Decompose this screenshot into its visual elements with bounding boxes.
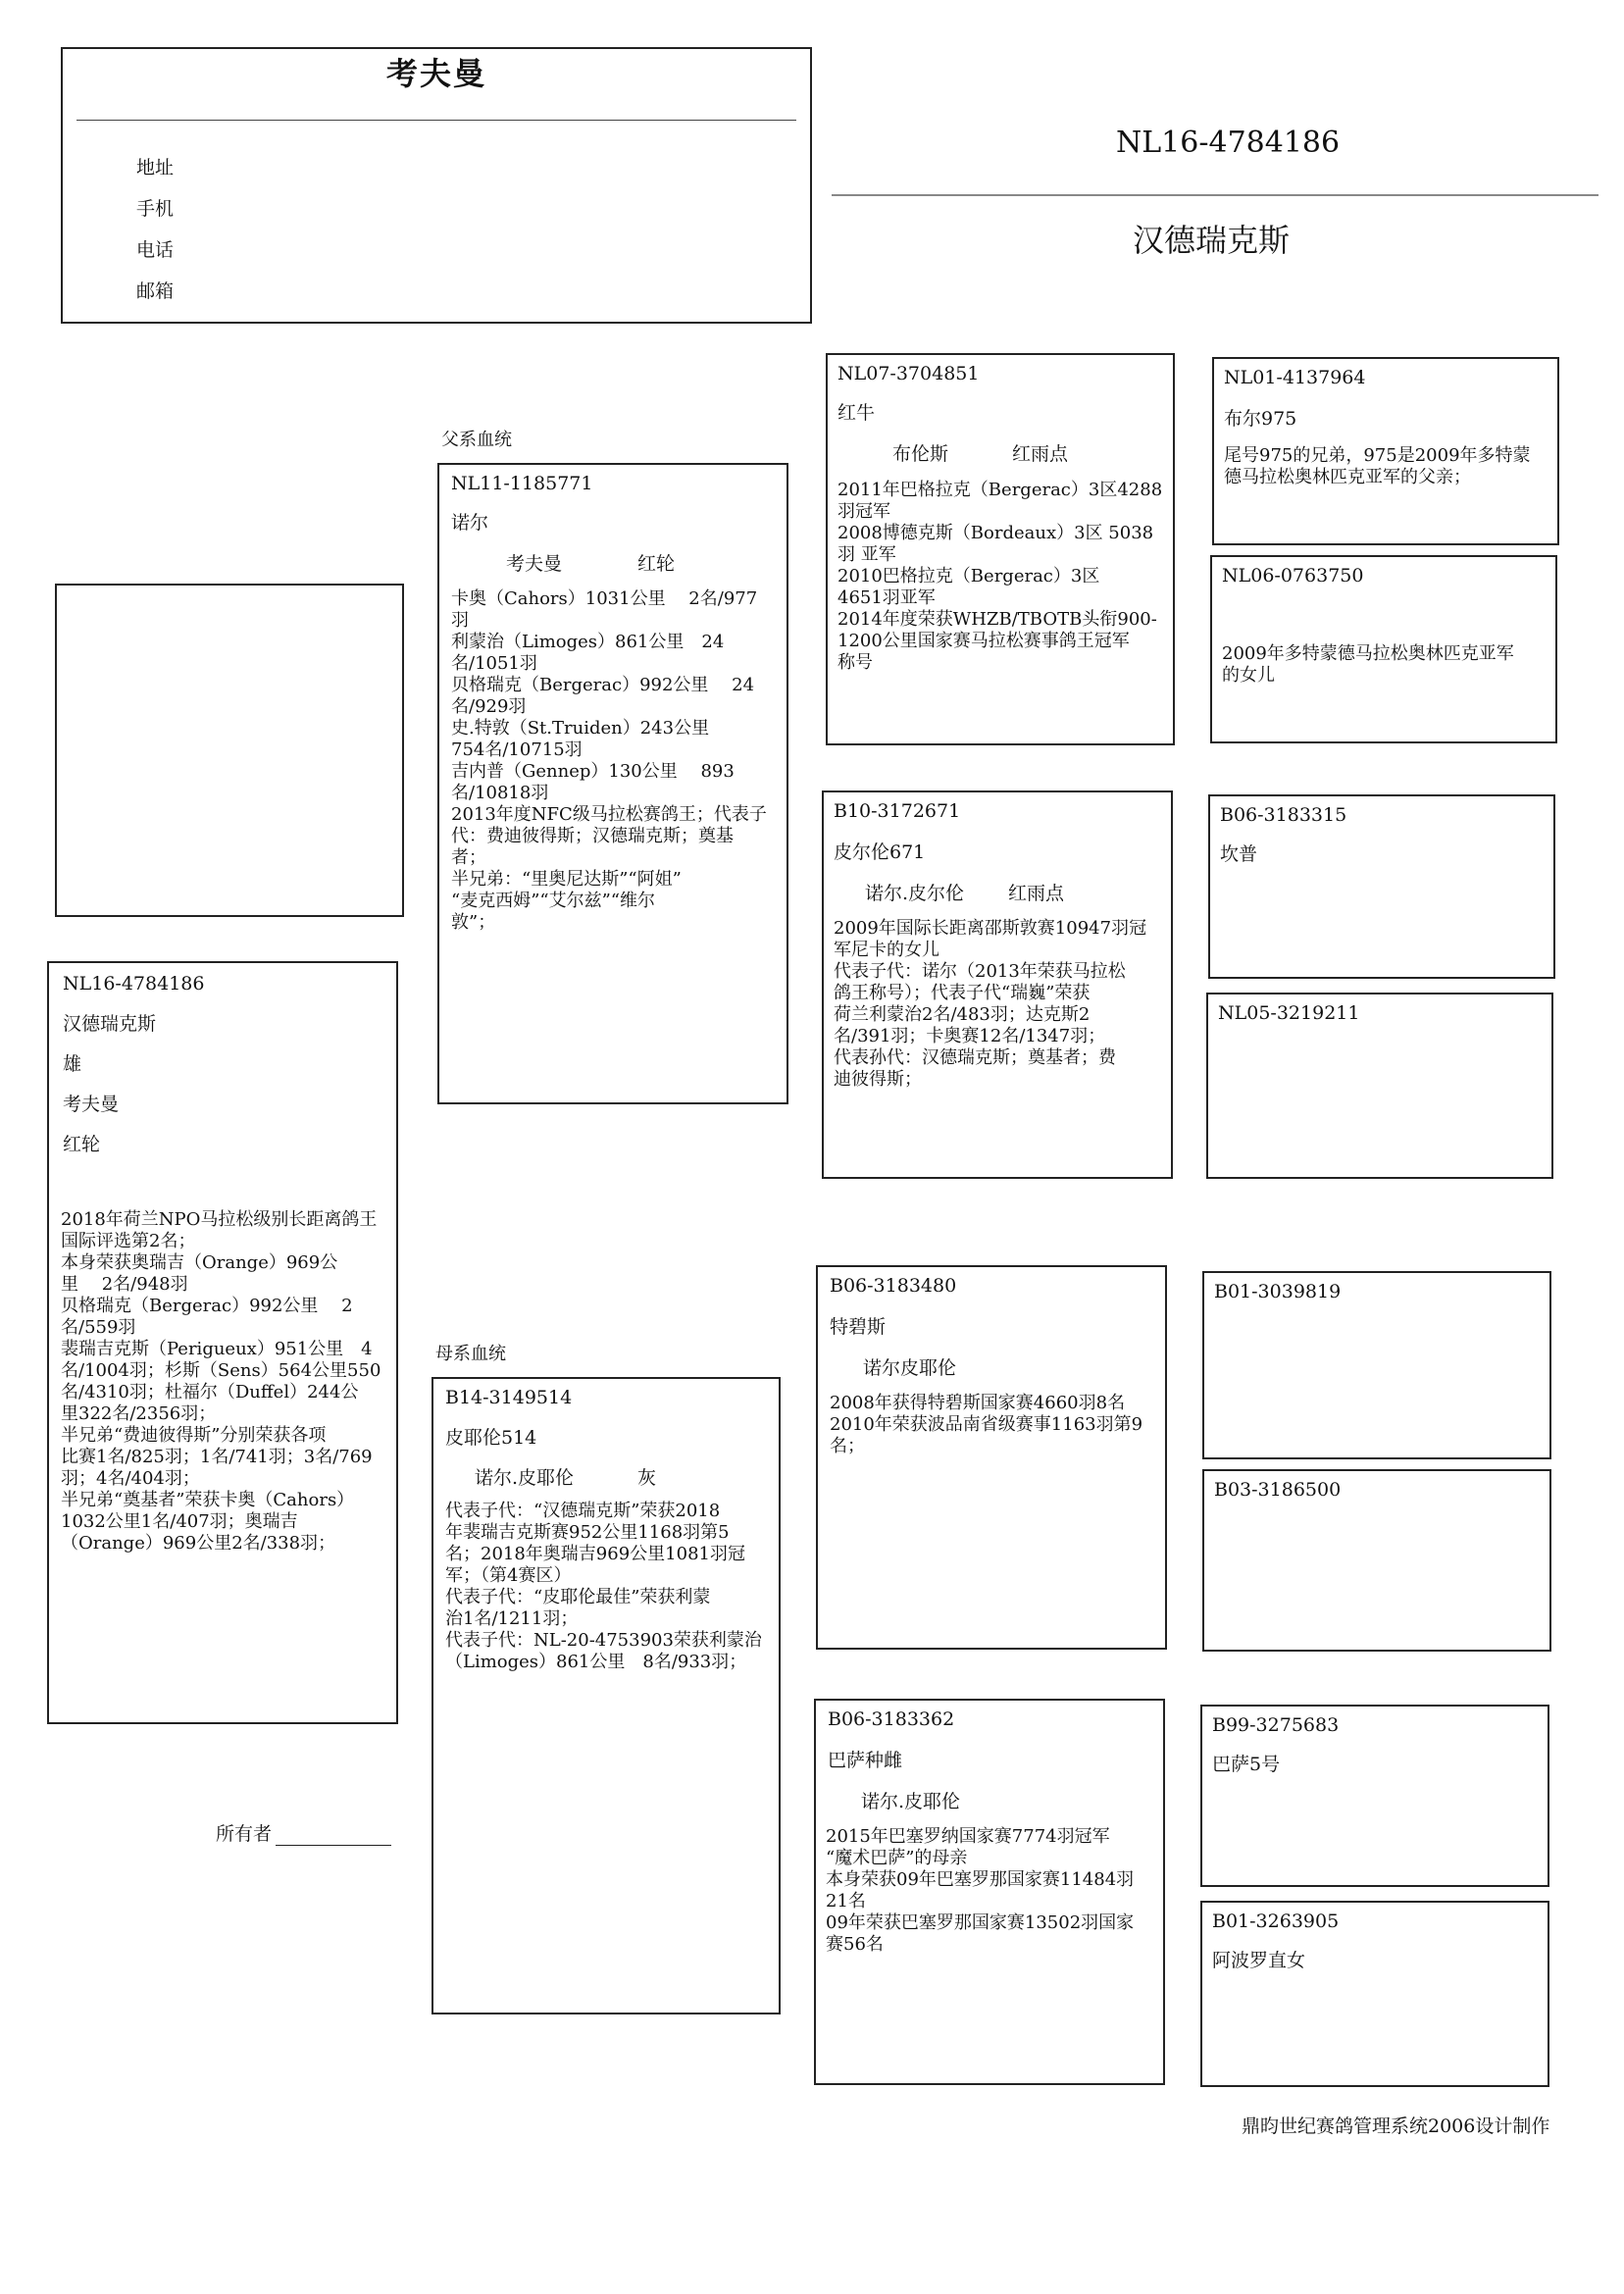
ssd-note: 2009年多特蒙德马拉松奥林匹克亚军 的女儿: [1222, 643, 1514, 686]
address-label: 地址: [136, 157, 175, 178]
subject-sex: 雄: [63, 1053, 82, 1075]
dsd-ring: B03-3186500: [1214, 1479, 1342, 1501]
sss-ring: NL01-4137964: [1224, 367, 1366, 388]
dam-ring: B14-3149514: [445, 1387, 573, 1408]
subject-results: 2018年荷兰NPO马拉松级别长距离鸽王 国际评选第2名； 本身荣获奥瑞吉（Orange）969公 里 2名/948羽 贝格瑞克（Bergerac）992公里 2 名/559羽 裴瑞吉克斯（Perigueux）951公里 4 名/1004羽；杉斯（Sens）564公里550 名/4310羽；杜福尔（Duffel）244公 里322名/2356羽； 半兄弟“费迪彼得斯”分别荣获各项 比赛1名/825羽；1名/741羽；3名/769 羽；4名/404羽； 半兄弟“奠基者”荣获卡奥（Cahors） 1032公里1名/407羽；奥瑞吉 （Orange）969公里2名/338羽；: [61, 1209, 381, 1554]
sds-name: 坎普: [1220, 843, 1258, 865]
sire-color: 红轮: [637, 553, 676, 575]
dds-ring: B99-3275683: [1212, 1714, 1340, 1736]
sire-results: 卡奥（Cahors）1031公里 2名/977 羽 利蒙治（Limoges）861公里 24 名/1051羽 贝格瑞克（Bergerac）992公里 24 名/929羽 史.特敦（St.Truiden）243公里 754名/10715羽 吉内普（Gennep）130公里 893 名/10818羽 2013年度NFC级马拉松赛鸽王；代表子 代：费迪彼得斯；汉德瑞克斯；奠基 者； 半兄弟：“里奥尼达斯”“阿姐” “麦克西姆”“艾尔兹”“维尔 敦”；: [451, 588, 767, 933]
sire-sire-name: 红牛: [837, 402, 876, 424]
sire-name: 诺尔: [451, 512, 489, 534]
dam-dam-sire-card: [1200, 1705, 1549, 1887]
dam-color: 灰: [637, 1467, 657, 1489]
sire-dam-breeder: 诺尔.皮尔伦: [865, 883, 965, 904]
subject-owner: 考夫曼: [63, 1094, 120, 1115]
sire-sire-dam-card: [1210, 555, 1557, 743]
dds-name: 巴萨5号: [1212, 1754, 1281, 1775]
dam-dam-results: 2015年巴塞罗纳国家赛7774羽冠军 “魔术巴萨”的母亲 本身荣获09年巴塞罗那国家赛11484羽 21名 09年荣获巴塞罗那国家赛13502羽国家 赛56名: [826, 1826, 1135, 1955]
owner-signature-label: 所有者: [216, 1823, 273, 1845]
dam-sire-card: [816, 1265, 1167, 1650]
sire-dam-dam-card: [1206, 993, 1553, 1179]
subject-name: 汉德瑞克斯: [63, 1013, 157, 1035]
sire-sire-ring: NL07-3704851: [837, 363, 980, 384]
dam-sire-results: 2008年获得特碧斯国家赛4660羽8名 2010年荣获波品南省级赛事1163羽第9 名；: [830, 1393, 1143, 1456]
sire-dam-ring: B10-3172671: [834, 800, 961, 822]
sire-sire-sire-card: [1212, 357, 1559, 545]
email-label: 邮箱: [136, 280, 175, 302]
dam-breeder: 诺尔.皮耶伦: [475, 1467, 575, 1489]
owner-name: 考夫曼: [385, 55, 486, 92]
sire-sire-breeder: 布伦斯: [892, 443, 949, 465]
dam-dam-dam-card: [1200, 1901, 1549, 2087]
dam-sire-breeder: 诺尔皮耶伦: [863, 1357, 957, 1379]
sds-ring: B06-3183315: [1220, 804, 1347, 826]
sire-dam-sire-card: [1208, 794, 1555, 979]
dam-sire-dam-card: [1202, 1469, 1551, 1652]
header-ring-number: NL16-4784186: [1116, 126, 1341, 160]
sdd-ring: NL05-3219211: [1218, 1002, 1360, 1024]
dam-sire-ring: B06-3183480: [830, 1275, 957, 1297]
sire-card: [437, 463, 788, 1104]
subject-card: [47, 961, 398, 1724]
subject-color: 红轮: [63, 1134, 101, 1155]
sire-sire-results: 2011年巴格拉克（Bergerac）3区4288 羽冠军 2008博德克斯（Bordeaux）3区 5038 羽 亚军 2010巴格拉克（Bergerac）3区 4651羽亚军 2014年度荣获WHZB/TBOTB头衔900- 1200公里国家赛马拉松赛事鸽王冠军 称号: [837, 480, 1163, 673]
sire-sire-color: 红雨点: [1012, 443, 1069, 465]
sire-dam-name: 皮尔伦671: [834, 841, 926, 863]
subject-ring: NL16-4784186: [63, 973, 205, 994]
dam-name: 皮耶伦514: [445, 1427, 537, 1449]
dam-card: [431, 1377, 781, 2014]
sss-name: 布尔975: [1224, 408, 1297, 430]
header-divider: [832, 194, 1599, 196]
dam-sire-sire-card: [1202, 1271, 1551, 1459]
sire-dam-results: 2009年国际长距离邵斯敦赛10947羽冠 军尼卡的女儿 代表子代：诺尔（2013年荣获马拉松 鸽王称号）；代表子代“瑞巍”荣获 荷兰利蒙治2名/483羽；达克斯2 名/391羽；卡奥赛12名/1347羽； 代表孙代：汉德瑞克斯；奠基者；费 迪彼得斯；: [834, 918, 1147, 1090]
sss-note: 尾号975的兄弟，975是2009年多特蒙 德马拉松奥林匹克亚军的父亲；: [1224, 445, 1531, 487]
signature-underline: [276, 1827, 391, 1846]
phone-label: 电话: [136, 239, 175, 261]
sire-dam-color: 红雨点: [1008, 883, 1065, 904]
sire-sire-card: [826, 353, 1175, 745]
ssd-ring: NL06-0763750: [1222, 565, 1364, 586]
ddd-ring: B01-3263905: [1212, 1911, 1340, 1932]
dss-ring: B01-3039819: [1214, 1281, 1342, 1302]
owner-card: [61, 47, 812, 324]
dam-dam-breeder: 诺尔.皮耶伦: [861, 1791, 961, 1812]
sire-line-label: 父系血统: [441, 430, 512, 450]
sire-dam-card: [822, 790, 1173, 1179]
owner-divider: [76, 120, 796, 121]
dam-dam-name: 巴萨种雌: [828, 1750, 903, 1771]
sire-breeder: 考夫曼: [506, 553, 563, 575]
dam-line-label: 母系血统: [435, 1344, 506, 1364]
mobile-label: 手机: [136, 198, 175, 220]
software-credit: 鼎昀世纪赛鸽管理系统2006设计制作: [1242, 2116, 1550, 2137]
photo-frame: [55, 584, 404, 917]
dam-results: 代表子代：“汉德瑞克斯”荣获2018 年裴瑞吉克斯赛952公里1168羽第5 名；2018年奥瑞吉969公里1081羽冠 军；（第4赛区） 代表子代：“皮耶伦最佳”荣获利蒙 治1名/1211羽； 代表子代：NL-20-4753903荣获利蒙治 （Limoges）861公里 8名/933羽；: [445, 1501, 762, 1672]
sire-ring: NL11-1185771: [451, 473, 593, 494]
ddd-name: 阿波罗直女: [1212, 1950, 1306, 1971]
header-pigeon-name: 汉德瑞克斯: [1133, 222, 1291, 259]
owner-signature-line: [216, 1819, 391, 1846]
dam-dam-card: [814, 1699, 1165, 2085]
dam-dam-ring: B06-3183362: [828, 1708, 955, 1730]
dam-sire-name: 特碧斯: [830, 1316, 887, 1338]
